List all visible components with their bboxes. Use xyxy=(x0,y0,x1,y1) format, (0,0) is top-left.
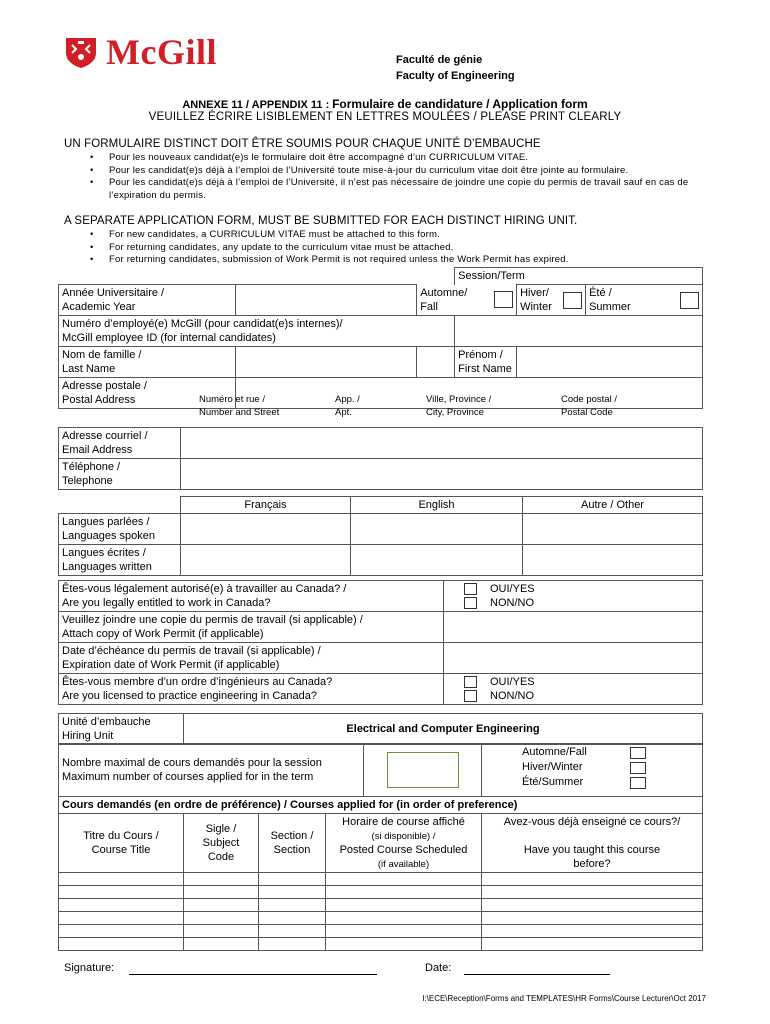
summer-option[interactable]: Été / Summer xyxy=(586,285,703,316)
employee-id-label: Numéro d’employé(e) McGill (pour candidat(e)s internes)/ McGill employee ID (for internal candidates) xyxy=(59,316,455,347)
no-label: NON/NO xyxy=(490,597,534,609)
no-checkbox[interactable] xyxy=(464,597,477,609)
form-title xyxy=(0,97,770,111)
date-row xyxy=(425,962,610,975)
faculty-fr: Faculté de génie xyxy=(396,54,483,66)
col-subject-code: Sigle / Subject Code xyxy=(184,814,259,873)
max-courses-label: Nombre maximal de cours demandés pour la session Maximum number of courses applied for in the term xyxy=(59,744,364,797)
fr-bullet-list xyxy=(90,152,710,202)
street-label: Numéro et rue / Number and Street xyxy=(199,394,280,418)
hiring-unit-table xyxy=(58,713,703,745)
email-field[interactable] xyxy=(181,428,703,459)
list-item: • For returning candidates, any update to the curriculum vitae must be attached. xyxy=(90,242,710,255)
written-english-field[interactable] xyxy=(351,545,523,576)
spoken-label: Langues parlées / Languages spoken xyxy=(59,514,181,545)
list-item: • Pour les nouveaux candidat(e)s le formulaire doit être accompagné d’un CURRICULUM VITAE. xyxy=(90,152,710,165)
annexe-title: Formulaire de candidature / Application form xyxy=(332,97,588,111)
faculty-en: Faculty of Engineering xyxy=(396,70,515,82)
legal-table xyxy=(58,580,703,705)
first-name-field[interactable] xyxy=(517,347,703,378)
table-row xyxy=(59,873,703,886)
address-label: Adresse postale / Postal Address xyxy=(59,378,236,409)
list-item: • Pour les candidat(e)s déjà à l’emploi de l’Université, il n’est pas nécessaire de joindre une copie du permis de travail sauf en cas de l’expiration du permis. xyxy=(90,177,710,202)
table-row xyxy=(59,912,703,925)
yes-label: OUI/YES xyxy=(490,583,535,595)
yes-checkbox[interactable] xyxy=(464,583,477,595)
mcgill-shield-icon xyxy=(64,35,98,69)
winter-option[interactable]: Hiver/ Winter xyxy=(517,285,586,316)
last-name-field[interactable] xyxy=(235,347,417,378)
list-item: • For returning candidates, submission of Work Permit is not required unless the Work Permit has expired. xyxy=(90,254,710,267)
summer-checkbox[interactable] xyxy=(680,292,699,309)
courses-heading: Cours demandés (en ordre de préférence) / Courses applied for (in order of preference) xyxy=(59,797,703,814)
spoken-other-field[interactable] xyxy=(523,514,703,545)
phone-field[interactable] xyxy=(181,459,703,490)
hiring-unit-label: Unité d’embauche Hiring Unit xyxy=(59,714,184,745)
city-label: Ville, Province / City, Province xyxy=(426,394,492,418)
entitled-question: Êtes-vous légalement autorisé(e) à travailler au Canada? / Are you legally entitled to work in Canada? xyxy=(59,581,444,612)
col-course-title: Titre du Cours / Course Title xyxy=(59,814,184,873)
signature-line[interactable] xyxy=(129,962,377,975)
postal-code-label: Code postal / Postal Code xyxy=(561,394,617,418)
fall-option[interactable]: Automne/ Fall xyxy=(417,285,517,316)
table-row xyxy=(59,925,703,938)
signature-label: Signature: xyxy=(64,962,115,974)
date-label: Date: xyxy=(425,962,452,974)
employee-id-field[interactable] xyxy=(455,316,703,347)
last-name-label: Nom de famille / Last Name xyxy=(59,347,236,378)
spoken-french-field[interactable] xyxy=(181,514,351,545)
col-other: Autre / Other xyxy=(523,497,703,514)
print-clearly-notice: VEUILLEZ ÉCRIRE LISIBLEMENT EN LETTRES MOULÉES / PLEASE PRINT CLEARLY xyxy=(148,111,622,123)
permit-label: Veuillez joindre une copie du permis de travail (si applicable) / Attach copy of Work Permit (if applicable) xyxy=(59,612,444,643)
fall-checkbox[interactable] xyxy=(630,747,646,759)
courses-table xyxy=(58,796,703,951)
list-item: • For new candidates, a CURRICULUM VITAE must be attached to this form. xyxy=(90,229,710,242)
email-label: Adresse courriel / Email Address xyxy=(59,428,181,459)
fall-label: Automne/Fall xyxy=(522,746,587,758)
written-french-field[interactable] xyxy=(181,545,351,576)
summer-checkbox[interactable] xyxy=(630,777,646,789)
max-courses-input[interactable] xyxy=(387,752,459,788)
date-line[interactable] xyxy=(464,962,610,975)
col-taught-before: Avez-vous déjà enseigné ce cours?/ Have you taught this course before? xyxy=(482,814,703,873)
languages-table xyxy=(58,496,703,576)
written-label: Langues écrites / Languages written xyxy=(59,545,181,576)
expiry-label: Date d’échéance du permis de travail (si applicable) / Expiration date of Work Permit (if applicable) xyxy=(59,643,444,674)
footer-path: I:\ECE\Reception\Forms and TEMPLATES\HR Forms\Course Lecturer\Oct 2017 xyxy=(422,994,706,1003)
fr-heading: UN FORMULAIRE DISTINCT DOIT ÊTRE SOUMIS POUR CHAQUE UNITÉ D’EMBAUCHE xyxy=(64,138,541,150)
winter-label: Hiver/Winter xyxy=(522,761,583,773)
annexe-prefix: ANNEXE 11 / APPENDIX 11 : xyxy=(182,99,330,111)
academic-year-field[interactable] xyxy=(235,285,417,316)
hiring-unit-value: Electrical and Computer Engineering xyxy=(184,714,703,745)
en-heading: A SEPARATE APPLICATION FORM, MUST BE SUBMITTED FOR EACH DISTINCT HIRING UNIT. xyxy=(64,215,578,227)
table-row xyxy=(59,899,703,912)
col-french: Français xyxy=(181,497,351,514)
max-courses-cell xyxy=(364,744,482,797)
contact-table xyxy=(58,427,703,490)
winter-checkbox[interactable] xyxy=(630,762,646,774)
logo-text: McGill xyxy=(106,32,217,72)
faculty-heading xyxy=(396,52,515,84)
expiry-field[interactable] xyxy=(444,643,703,674)
apt-label: App. / Apt. xyxy=(335,394,360,418)
entitled-options xyxy=(444,581,703,612)
col-section: Section / Section xyxy=(259,814,326,873)
session-term-label: Session/Term xyxy=(455,268,703,285)
yes-checkbox[interactable] xyxy=(464,676,477,688)
list-item: • Pour les candidat(e)s déjà à l’emploi de l’Université toute mise-à-jour du curriculum vitae doit être jointe au formulaire. xyxy=(90,165,710,178)
no-label: NON/NO xyxy=(490,690,534,702)
mcgill-logo xyxy=(64,34,217,70)
winter-checkbox[interactable] xyxy=(563,292,582,309)
col-english: English xyxy=(351,497,523,514)
yes-label: OUI/YES xyxy=(490,676,535,688)
phone-label: Téléphone / Telephone xyxy=(59,459,181,490)
license-question: Êtes-vous membre d’un ordre d’ingénieurs au Canada? Are you licensed to practice engineering in Canada? xyxy=(59,674,444,705)
permit-field[interactable] xyxy=(444,612,703,643)
spoken-english-field[interactable] xyxy=(351,514,523,545)
signature-row xyxy=(64,962,377,975)
written-other-field[interactable] xyxy=(523,545,703,576)
no-checkbox[interactable] xyxy=(464,690,477,702)
fall-checkbox[interactable] xyxy=(494,291,513,308)
identification-table xyxy=(58,267,703,409)
table-row xyxy=(59,886,703,899)
summer-label: Été/Summer xyxy=(522,776,584,788)
max-courses-table xyxy=(58,743,703,797)
en-bullet-list xyxy=(90,229,710,267)
license-options xyxy=(444,674,703,705)
table-row xyxy=(59,938,703,951)
col-schedule: Horaire de course affiché (si disponible) / Posted Course Scheduled (if available) xyxy=(326,814,482,873)
academic-year-label: Année Universitaire / Academic Year xyxy=(59,285,236,316)
first-name-label: Prénom / First Name xyxy=(455,347,517,378)
term-options xyxy=(482,744,703,797)
